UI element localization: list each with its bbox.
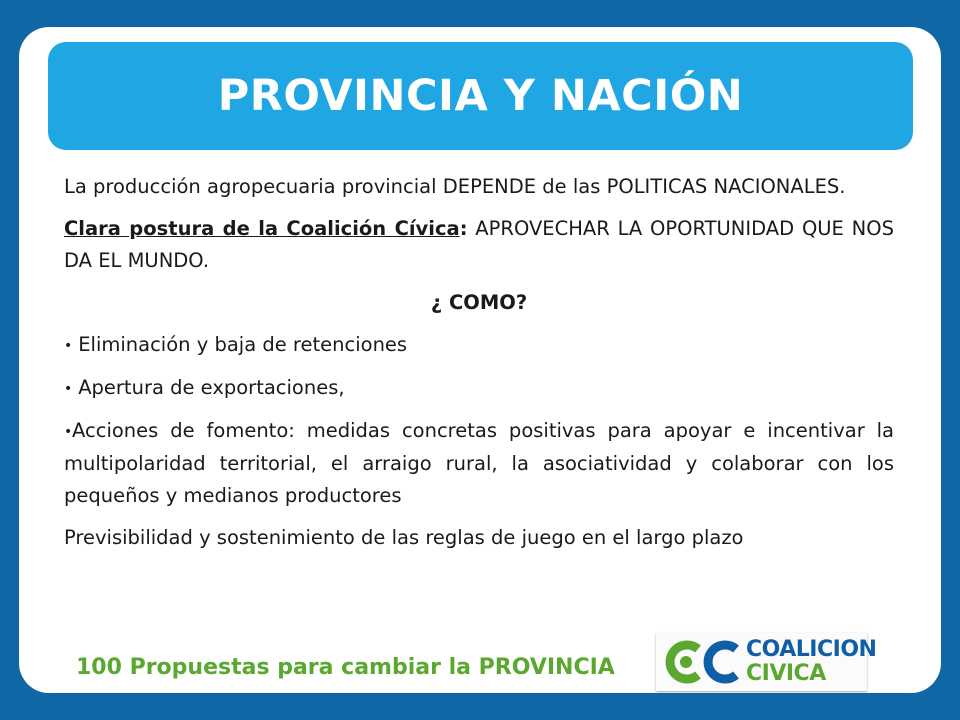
bullet-icon: • xyxy=(64,424,73,440)
bullet-icon: • xyxy=(64,338,73,354)
stance-colon: : xyxy=(459,217,468,240)
stance-label: Clara postura de la Coalición Cívica xyxy=(64,217,460,240)
footer-tagline: 100 Propuestas para cambiar la PROVINCIA xyxy=(76,655,615,680)
bullet-item xyxy=(64,372,894,405)
bullet-text: Apertura de exportaciones, xyxy=(78,376,345,399)
coalicion-civica-logo xyxy=(656,633,877,691)
bullet-item xyxy=(64,415,894,512)
logo-text-civica: CIVICA xyxy=(746,661,826,686)
question-heading: ¿ COMO? xyxy=(430,291,528,314)
slide-body xyxy=(64,171,894,564)
logo-text-coalicion: COALICION xyxy=(746,637,877,662)
coalicion-civica-logo-icon xyxy=(664,639,744,685)
stance-text: APROVECHAR LA OPORTUNIDAD QUE NOS DA EL MUNDO. xyxy=(64,217,894,272)
paragraph-stance xyxy=(64,213,894,277)
bullet-item xyxy=(64,329,894,362)
title-bar xyxy=(48,42,913,150)
paragraph-closing: Previsibilidad y sostenimiento de las reglas de juego en el largo plazo xyxy=(64,526,744,549)
bullet-text: Eliminación y baja de retenciones xyxy=(78,333,408,356)
slide-title: PROVINCIA Y NACIÓN xyxy=(217,71,744,121)
bullet-text: Acciones de fomento: medidas concretas positivas para apoyar e incentivar la multipolaridad territorial, el arraigo rural, la asociatividad y colaborar con los pequeños y medianos productores xyxy=(64,419,894,507)
paragraph-dependence: La producción agropecuaria provincial DEPENDE de las POLITICAS NACIONALES. xyxy=(64,175,846,198)
bullet-icon: • xyxy=(64,381,73,397)
